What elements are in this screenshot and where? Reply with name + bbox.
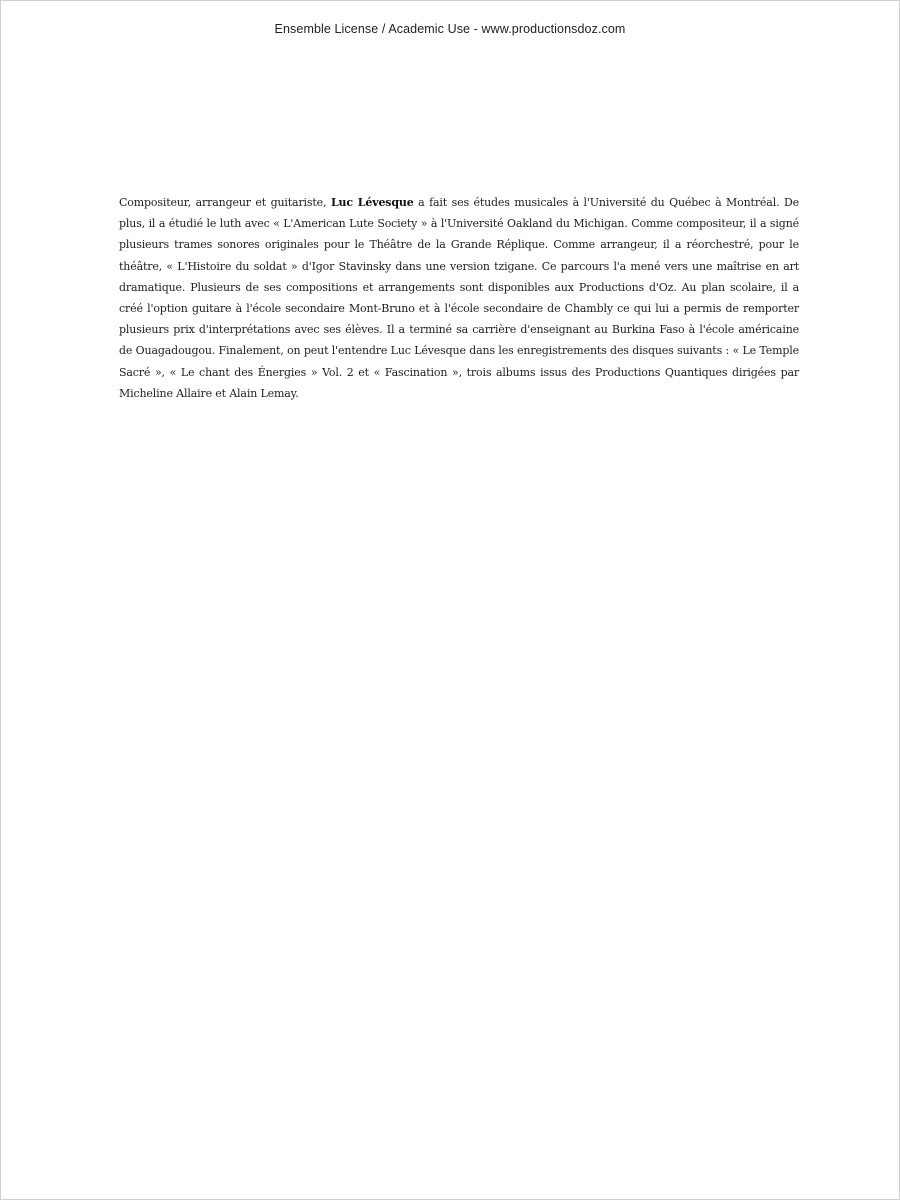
composer-name: Luc Lévesque [330,196,414,209]
bio-lead-text: Compositeur, arrangeur et guitariste, [119,196,331,209]
composer-biography [119,192,799,404]
bio-body-text: a fait ses études musicales à l'Université du Québec à Montréal. De plus, il a étudié le luth avec « L'American Lute Society » à l'Université Oakland du Michigan. Comme compositeur, il a signé plusieurs trames sonores originales pour le Théâtre de la Grande Réplique. Comme arrangeur, il a réorchestré, pour le théâtre, « L'Histoire du soldat » d'Igor Stavinsky dans une version tzigane. Ce parcours l'a mené vers une maîtrise en art dramatique. Plusieurs de ses compositions et arrangements sont disponibles aux Productions d'Oz. Au plan scolaire, il a créé l'option guitare à l'école secondaire Mont-Bruno et à l'école secondaire de Chambly ce qui lui a permis de remporter plusieurs prix d'interprétations avec ses élèves. Il a terminé sa carrière d'enseignant au Burkina Faso à l'école américaine de Ouagadougou. Finalement, on peut l'entendre Luc Lévesque dans les enregistrements des disques suivants : « Le Temple Sacré », « Le chant des Énergies » Vol. 2 et « Fascination », trois albums issus des Productions Quantiques dirigées par Micheline Allaire et Alain Lemay. [119,196,799,400]
license-header: Ensemble License / Academic Use - www.productionsdoz.com [274,22,626,36]
